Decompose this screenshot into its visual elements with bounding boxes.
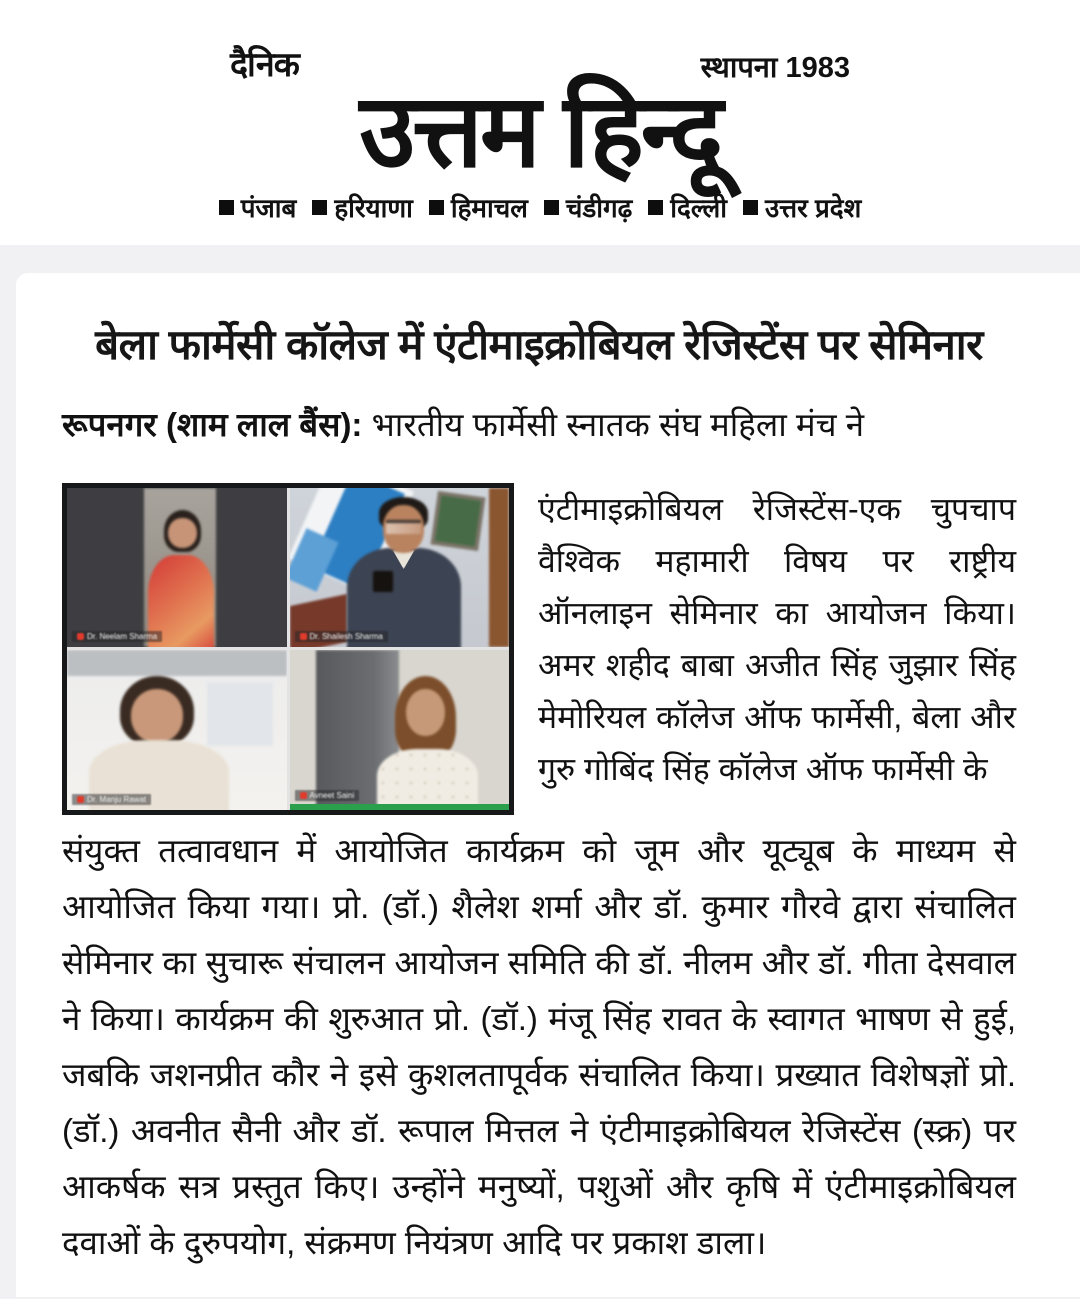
video-tile-3 [67,650,287,810]
video-tile-2 [290,488,510,648]
article-body-text: संयुक्त तत्वावधान में आयोजित कार्यक्रम को जूम और यूट्यूब के माध्यम से आयोजित किया गया। प्रो. (डॉ.) शैलेश शर्मा और डॉ. कुमार गौरवे द्वारा संचालित सेमिनार का सुचारू संचालन आयोजन समिति की डॉ. नीलम और डॉ. गीता देसवाल ने किया। कार्यक्रम की शुरुआत प्रो. (डॉ.) मंजू सिंह रावत के स्वागत भाषण से हुई, जबकि जशनप्रीत कौर ने इसे कुशलतापूर्वक संचालित किया। प्रख्यात विशेषज्ञों प्रो. (डॉ.) अवनीत सैनी और डॉ. रूपाल मित्तल ने एंटीमाइक्रोबियल रेजिस्टेंस (स्क्र) पर आकर्षक सत्र प्रस्तुत किए। उन्होंने मनुष्यों, पशुओं और कृषि में एंटीमाइक्रोबियल दवाओं के दुरुपयोग, संक्रमण नियंत्रण आदि पर प्रकाश डाला। [62,831,1016,1261]
participant-name-label [72,631,162,642]
mic-muted-icon [77,796,84,803]
square-bullet-icon [219,200,234,215]
picture-frame [431,491,486,551]
masthead [0,0,1080,245]
participant-body [377,749,478,810]
participant-name: Dr. Manju Rawat [87,794,147,804]
article-column-text: एंटीमाइक्रोबियल रेजिस्टेंस-एक चुपचाप वैश्विक महामारी विषय पर राष्ट्रीय ऑनलाइन सेमिनार का आयोजन किया। अमर शहीद बाबा अजीत सिंह जुझार सिंह मेमोरियल कॉलेज ऑफ फार्मेसी, बेला और गुरु गोबिंद सिंह कॉलेज ऑफ फार्मेसी के [538,490,1016,787]
mic-muted-icon [300,633,307,640]
newspaper-title: उत्तम हिन्दू [359,74,721,188]
lead-text: भारतीय फार्मेसी स्नातक संघ महिला मंच ने [362,405,865,443]
daily-label: दैनिक [230,46,299,84]
established-year: स्थापना 1983 [700,52,850,84]
region-item [429,189,528,225]
video-grid [67,488,509,810]
seminar-zoom-photo [62,483,514,815]
photo-and-text-row [62,483,1016,815]
mic-muted-icon [300,792,307,799]
article-lead [62,400,1016,450]
square-bullet-icon [544,200,559,215]
square-bullet-icon [429,200,444,215]
region-item [648,189,727,225]
region-item [544,189,632,225]
region-label: हिमाचल [450,193,528,224]
participant-name-label [72,794,151,805]
participant-name: Dr. Neelam Sharma [87,632,158,642]
door [489,488,509,648]
region-label: हरियाणा [334,193,413,224]
region-item [312,189,413,225]
region-item [743,189,861,225]
participant-face [131,689,184,743]
article-headline: बेला फार्मेसी कॉलेज में एंटीमाइक्रोबियल रेजिस्टेंस पर सेमिनार [95,321,983,369]
participant-face [406,689,446,737]
article-card [16,273,1080,1297]
region-label: उत्तर प्रदेश [764,193,862,224]
square-bullet-icon [743,200,758,215]
participant-name: Avneet Saini [309,790,355,800]
chest-badge [373,571,393,592]
wall-band [67,650,287,676]
square-bullet-icon [648,200,663,215]
active-speaker-bar [290,804,510,810]
dateline: रूपनगर (शाम लाल बैंस): [62,405,363,443]
video-tile-4 [290,650,510,810]
region-label: चंडीगढ़ [565,193,633,224]
region-label: पंजाब [240,193,297,224]
square-bullet-icon [312,200,327,215]
participant-name: Dr. Shailesh Sharma [309,632,383,642]
region-item [219,189,297,225]
region-label: दिल्ली [670,193,727,224]
window [207,682,273,746]
participant-face [168,518,197,548]
participant-name-label [295,790,360,801]
regions-bar [230,189,862,225]
participant-name-label [295,631,388,642]
glasses [386,520,421,534]
video-tile-1 [67,488,287,648]
mic-muted-icon [77,633,84,640]
